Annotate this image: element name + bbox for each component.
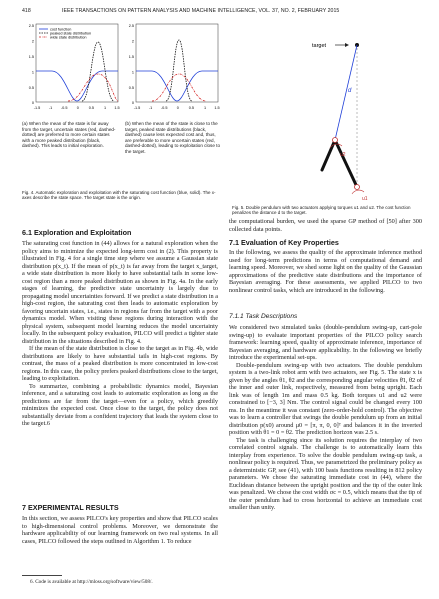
running-title: IEEE TRANSACTIONS ON PATTERN ANALYSIS AND MACHINE INTELLIGENCE, VOL. 37, NO. 2, FEBRUARY 2015 bbox=[62, 8, 340, 14]
ytick: 2 bbox=[131, 39, 134, 44]
paragraph: If the mean of the state distribution is close to the target as in Fig. 4b, wide distributions are likely to have substantial tails in high-cost regions. By contrast, the mass of a peaked distribution is more concentrated in low-cost regions. In this case, the policy prefers peaked distributions close to the target, leading to exploitation. bbox=[22, 345, 218, 382]
ytick: 1 bbox=[31, 70, 34, 75]
ytick: 1.5 bbox=[128, 55, 134, 59]
sec711-title: 7.1.1 Task Descriptions bbox=[229, 313, 298, 320]
outer-link bbox=[322, 140, 335, 170]
paragraph: In the following, we assess the quality of the approximate inference method used for long-term predictions in terms of computational demand and learning speed. Moreover, we shed some light on the quality of the Gaussian approximations of the predictive state distributions and the importance of Bayesian averaging. For these assessments, we applied PILCO to two nonlinear control tasks, which are introduced in the following. bbox=[229, 249, 422, 294]
wide-curve bbox=[152, 74, 206, 101]
xtick: -1.5 bbox=[33, 106, 41, 110]
fig4a-plot bbox=[22, 22, 120, 118]
fig4-caption: Fig. 4. Automatic exploration and exploitation with the saturating cost function (blue, solid). The x-axes describe the state space. The target state is the origin. bbox=[22, 190, 216, 201]
legend-wide: wide state distribution bbox=[50, 35, 87, 40]
fig5-pendulum bbox=[232, 22, 422, 202]
legend-cost: cost function bbox=[50, 27, 72, 32]
ytick: 1.5 bbox=[28, 55, 34, 59]
xtick: 0 bbox=[176, 106, 179, 110]
sec7-title: 7 EXPERIMENTAL RESULTS bbox=[22, 503, 119, 512]
fig4a-caption: (a) When the mean of the state is far away from the target, uncertain states (red, dashed-dotted) are preferred to more certain states with a more peaked distribution (black, dashed). This leads to initial exploration. bbox=[22, 121, 116, 149]
ytick: 1 bbox=[131, 70, 134, 75]
ytick: 2 bbox=[31, 39, 34, 44]
paragraph: We considered two simulated tasks (double-pendulum swing-up, cart-pole swing-up) to evaluate important properties of the PILCO policy search framework: learning speed, quality of approximate inference, importance of Bayesian averaging, and hardware applicability. In the following we briefly introduce the experimental set-ups. bbox=[229, 324, 422, 361]
right-top-para bbox=[229, 218, 422, 233]
sec61-body bbox=[22, 240, 218, 428]
fig4b-plot bbox=[122, 22, 220, 118]
xtick: 1.5 bbox=[214, 106, 220, 110]
footnote: 6. Code is available at http://mloss.org/software/view/508/. bbox=[30, 579, 153, 585]
xtick: -1.5 bbox=[133, 106, 141, 110]
paragraph: To summarize, combining a probabilistic dynamics model, Bayesian inference, and a saturating cost leads to automatic exploration as long as the predictions are far from the target—even for a policy, which greedily minimizes the expected cost. Once close to the target, the policy does not substantially deviate from a confident trajectory that leads the system close to the target.6 bbox=[22, 382, 218, 427]
sec71-body bbox=[229, 249, 422, 294]
xtick: -1 bbox=[148, 106, 153, 110]
footnote-rule bbox=[22, 575, 62, 576]
ytick: 0.5 bbox=[28, 86, 34, 90]
paragraph: Double-pendulum swing-up with two actuators. The double pendulum system is a two-link robot arm with two actuators, see Fig. 5. The state x is given by the angles θ1, θ2 and the corresponding angular velocities θ̇1, θ̇2 of the inner and outer link, respectively, measured from being upright. Each link was of length 1m and mass 0.5 kg. Both torques u1 and u2 were constrained to [−3, 3] Nm. The control signal could be changed every 100 ms. In the meantime it was constant (zero-order-hold control). The objective was to learn a controller that swings the double pendulum up from an initial distribution p(x0) around μ0 = [π, π, 0, 0]ᵀ and balances it in the inverted position with θ1 = 0 = θ2. The prediction horizon was 2.5 s. bbox=[229, 361, 422, 436]
ytick: 0 bbox=[131, 101, 134, 105]
paragraph: The task is challenging since its solution requires the interplay of two correlated control signals. The challenge is to automatically learn this interplay from experience. To solve the double pendulum swing-up task, a nonlinear policy is required. Thus, we parametrized the preliminary policy as a deterministic GP, see (41), with 100 basis functions resulting in 812 policy parameters. We chose the saturating immediate cost in (44), where the Euclidean distance between the upright position and the tip of the outer link was penalized. We chose the cost width σc = 0.5, which means that the tip of the outer pendulum had to cross horizontal to achieve an immediate cost smaller than unity. bbox=[229, 436, 422, 511]
ytick: 2.5 bbox=[128, 24, 134, 28]
xtick: 1 bbox=[203, 106, 207, 110]
xtick: -0.5 bbox=[160, 106, 168, 110]
fig5-caption: Fig. 5. Double pendulum with two actuators applying torques u1 and u2. The cost function penalizes the distance d to the target. bbox=[232, 205, 411, 216]
peaked-curve bbox=[166, 40, 192, 101]
inner-link bbox=[335, 140, 357, 187]
xtick: 0.5 bbox=[188, 106, 195, 110]
xtick: 1 bbox=[103, 106, 107, 110]
paragraph: the computational burden, we used the sparse GP method of [50] after 300 collected data points. bbox=[229, 218, 422, 233]
ytick: 0 bbox=[31, 101, 34, 105]
xtick: -0.5 bbox=[60, 106, 68, 110]
fig4a-legend bbox=[39, 27, 91, 39]
label-u1: u1 bbox=[362, 196, 368, 202]
sec7-body bbox=[22, 515, 218, 545]
distance-line bbox=[335, 45, 357, 140]
xtick: 0.5 bbox=[88, 106, 95, 110]
ytick: 0.5 bbox=[128, 86, 134, 90]
paragraph: The saturating cost function in (44) allows for a natural exploration when the policy aims to minimize the expected long-term cost in (2). This property is illustrated in Fig. 4 for a single time step where we assume a Gaussian state distribution p(x_t). If the mean of p(x_t) is far away from the target x_target, a wide state distribution is more likely to have substantial tails in some low-cost region than a more peaked distribution as shown in Fig. 4a. In the early stages of learning, the predictive state uncertainty is largely due to propagating model uncertainties forward. If we predict a state distribution in a high-cost region, the saturating cost then leads to automatic exploration by favoring uncertain states, i.e., states in regions far from the target with a poor dynamics model. When visiting these regions during interaction with the physical system, subsequent model learning reduces the model uncertainty locally. In the subsequent policy evaluation, PILCO will predict a tighter state distribution in the situations described in Fig. 4. bbox=[22, 240, 218, 345]
xtick: 1.5 bbox=[114, 106, 120, 110]
fig4b-caption: (b) When the mean of the state is close to the target, peaked state distributions (black, dashed) cause less expected cost and, thus, are preferable to more uncertain states (red, dashed-dotted), leading to exploitation close to the target. bbox=[125, 121, 221, 154]
legend-peaked: peaked state distribution bbox=[50, 31, 92, 36]
cost-curve bbox=[136, 71, 218, 101]
sec71-title: 7.1 Evaluation of Key Properties bbox=[229, 238, 339, 247]
peaked-curve bbox=[82, 42, 114, 101]
ytick: 2.5 bbox=[28, 24, 34, 28]
label-target: target bbox=[312, 43, 327, 49]
label-d: d bbox=[348, 88, 352, 94]
label-u2: u2 bbox=[340, 152, 346, 158]
sec61-title: 6.1 Exploration and Exploitation bbox=[22, 228, 132, 237]
wide-curve bbox=[68, 74, 118, 101]
sec711-body bbox=[229, 324, 422, 512]
xtick: -1 bbox=[48, 106, 53, 110]
paragraph: In this section, we assess PILCO's key properties and show that PILCO scales to high-dimensional control problems. Moreover, we demonstrate the hardware applicability of our learning framework on two real systems. In all cases, PILCO followed the steps outlined in Algorithm 1. To reduce bbox=[22, 515, 218, 545]
xtick: 0 bbox=[76, 106, 79, 110]
page-number: 418 bbox=[22, 8, 31, 14]
